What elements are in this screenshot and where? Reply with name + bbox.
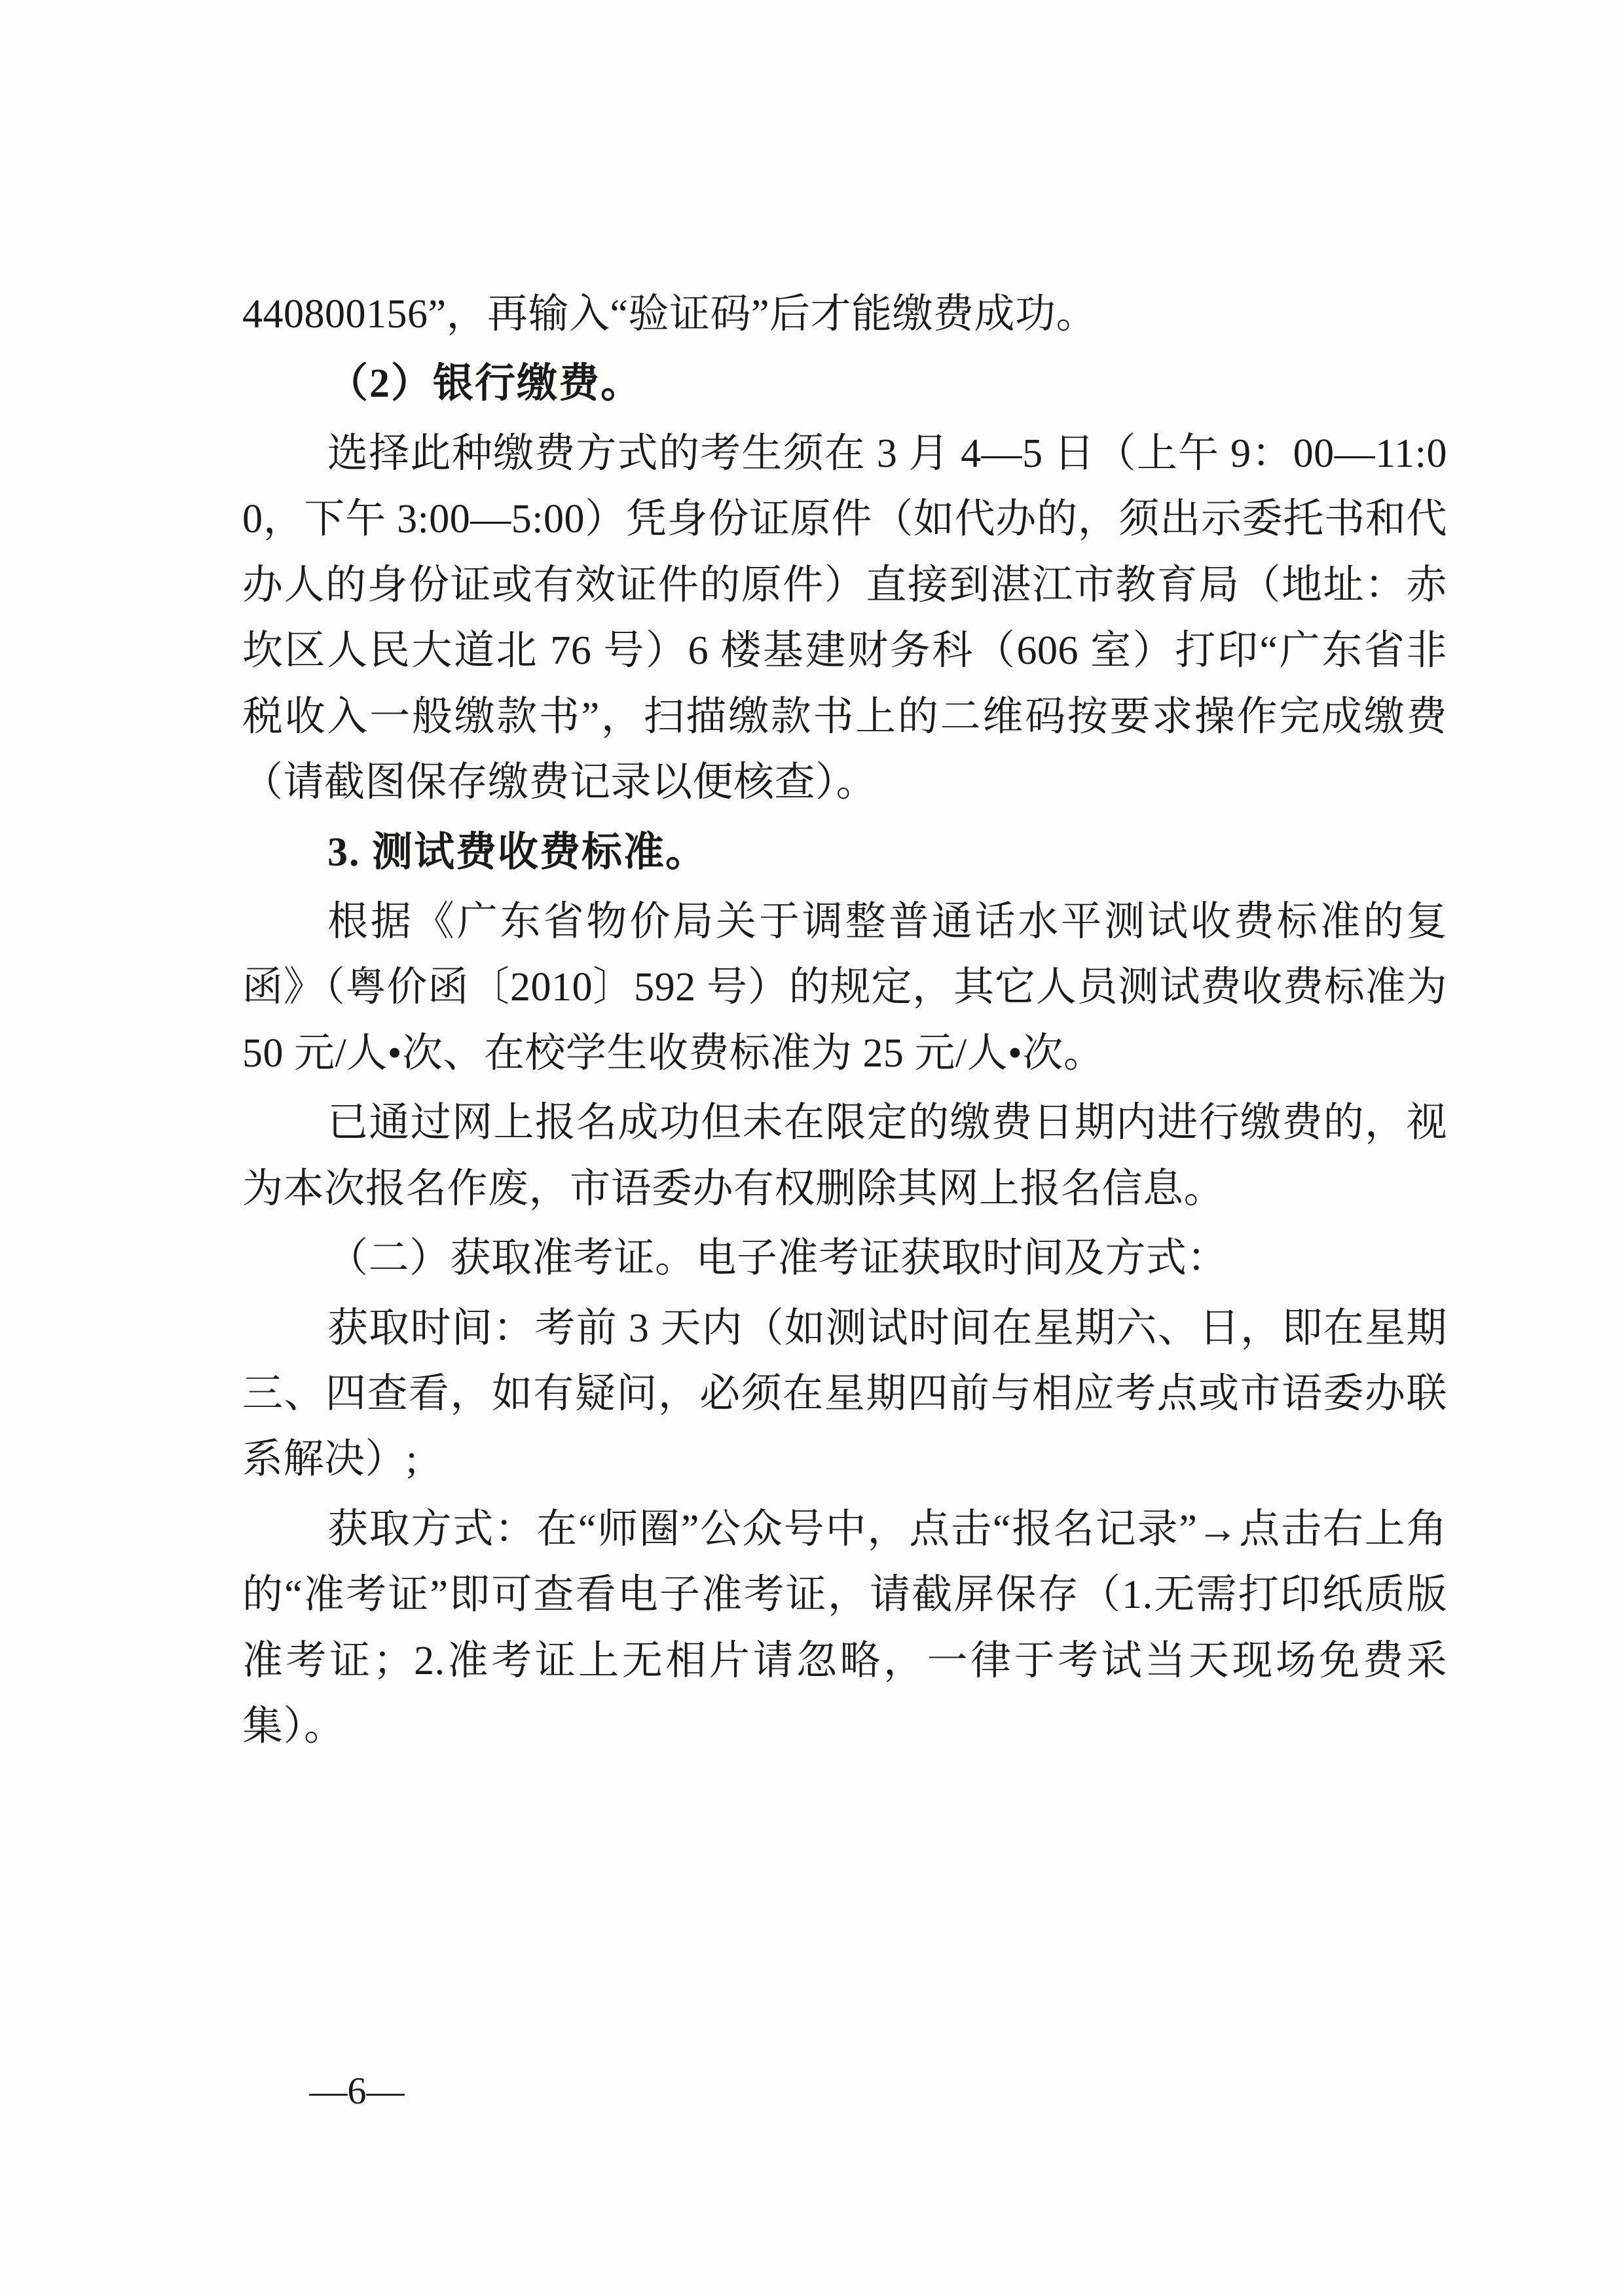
paragraph-acquire-method: 获取方式：在“师圈”公众号中，点击“报名记录”→点击右上角的“准考证”即可查看电子准考证，请截屏保存（1.无需打印纸质版准考证；2.准考证上无相片请忽略，一律于考试当天现场免费采集）。 [242, 1506, 1447, 1749]
paragraph-bank-payment-body: 选择此种缴费方式的考生须在 3 月 4—5 日（上午 9：00—11:00，下午 3:00—5:00）凭身份证原件（如代办的，须出示委托书和代办人的身份证或有效证件的原件）直接到湛江市教育局（地址：赤坎区人民大道北 76 号）6 楼基建财务科（606 室）打印“广东省非税收入一般缴款书”，扫描缴款书上的二维码按要求操作完成缴费（请截图保存缴费记录以便核查）。 [242, 431, 1447, 805]
paragraph-fee-standard-heading: 3. 测试费收费标准。 [327, 829, 708, 875]
paragraph-acquire-time: 获取时间：考前 3 天内（如测试时间在星期六、日，即在星期三、四查看，如有疑问，必须在星期四前与相应考点或市语委办联系解决）; [242, 1305, 1447, 1482]
paragraph-admission-ticket-heading: （二）获取准考证。电子准考证获取时间及方式： [327, 1236, 1228, 1281]
page-number: —6— [309, 2069, 405, 2112]
paragraph-payment-continuation: 440800156”，再输入“验证码”后才能缴费成功。 [242, 292, 1098, 337]
page-footer [0, 2069, 1624, 2113]
document-body [242, 282, 1447, 1764]
paragraph-overdue-payment: 已通过网上报名成功但未在限定的缴费日期内进行缴费的，视为本次报名作废，市语委办有权删除其网上报名信息。 [242, 1101, 1447, 1211]
paragraph-fee-standard-body: 根据《广东省物价局关于调整普通话水平测试收费标准的复函》（粤价函〔2010〕592 号）的规定，其它人员测试费收费标准为 50 元/人•次、在校学生收费标准为 25 元/人•次。 [242, 899, 1447, 1076]
paragraph-bank-payment-heading: （2）银行缴费。 [327, 361, 643, 407]
